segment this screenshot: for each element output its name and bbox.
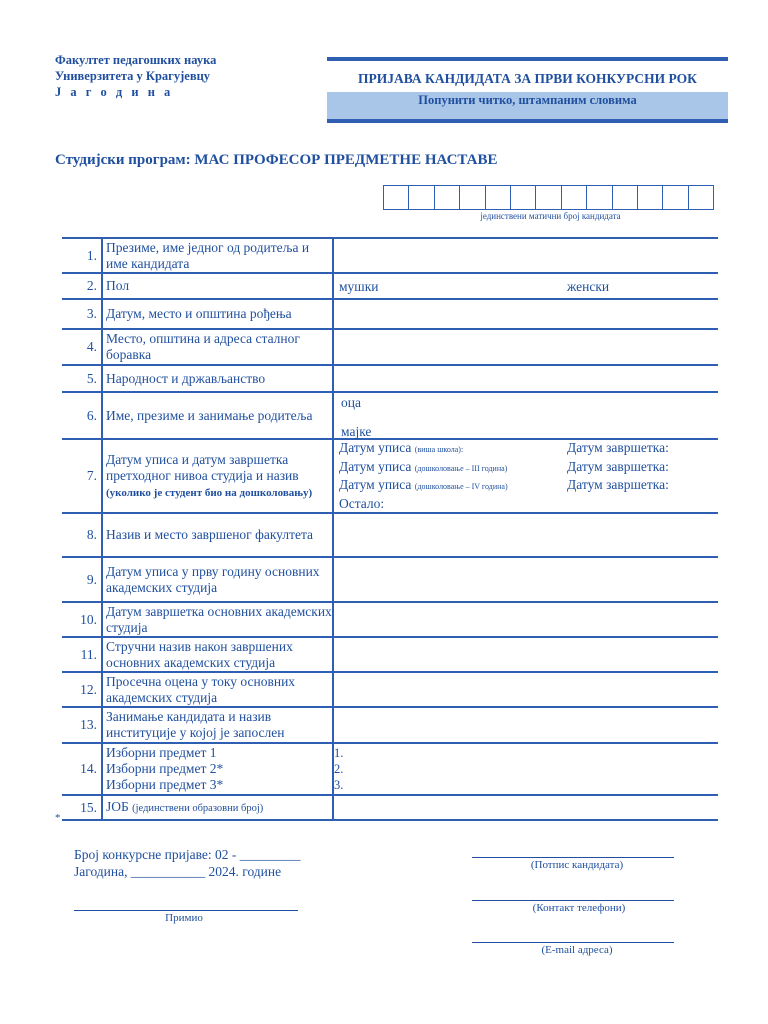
received-line xyxy=(74,910,298,911)
institution-city: Ј а г о д и н а xyxy=(55,85,174,99)
jmbg-digit-box[interactable] xyxy=(536,186,561,209)
form-header xyxy=(327,57,728,123)
header-bottom-rule xyxy=(327,119,728,123)
form-title: ПРИЈАВА КАНДИДАТА ЗА ПРВИ КОНКУРСНИ РОК xyxy=(358,71,697,86)
footer-left xyxy=(74,846,301,880)
enroll2-label: Датум уписа xyxy=(339,458,412,474)
row-label-name: Презиме, име једног од родитеља и име кандидата xyxy=(102,238,333,273)
enroll1-label: Датум уписа xyxy=(339,440,412,455)
elective-1-field[interactable]: 1. xyxy=(334,746,344,760)
form-row-9 xyxy=(62,557,718,602)
job-label: ЈОБ xyxy=(106,798,129,814)
form-row-12 xyxy=(62,672,718,707)
row-number: 15. xyxy=(62,795,102,820)
signature-line xyxy=(472,857,674,858)
row-number: 2. xyxy=(62,273,102,299)
previous-studies-label: Датум уписа и датум завршетка претходног нивоа студија и назив xyxy=(106,451,299,483)
institution-university: Универзитета у Крагујевцу xyxy=(55,69,211,83)
jmbg-digit-box[interactable] xyxy=(409,186,434,209)
enroll-row-2 xyxy=(339,459,718,478)
jmbg-digit-box[interactable] xyxy=(486,186,511,209)
phone-label: (Контакт телефони) xyxy=(532,902,626,914)
form-row-11 xyxy=(62,637,718,672)
row-label-nationality: Народност и држављанство xyxy=(102,365,333,392)
application-number: Број конкурсне пријаве: 02 - _________ xyxy=(74,847,301,862)
finish2-label: Датум завршетка: xyxy=(567,458,669,474)
parent-father-label: оца xyxy=(341,395,361,410)
finish3-label: Датум завршетка: xyxy=(567,477,669,492)
footnote-star: * xyxy=(55,812,61,824)
jmbg-digit-box[interactable] xyxy=(511,186,536,209)
enroll3-label: Датум уписа xyxy=(339,477,412,492)
row-number: 13. xyxy=(62,707,102,743)
signature-label: (Потпис кандидата) xyxy=(530,859,624,871)
field-title[interactable] xyxy=(333,637,718,672)
form-row-2 xyxy=(62,273,718,299)
elective-3-label: Изборни предмет 3* xyxy=(106,777,224,792)
field-gender xyxy=(333,273,718,299)
previous-studies-note: (уколико је студент био на дошколовању) xyxy=(106,486,313,499)
enroll2-note: (дошколовање – III година) xyxy=(414,463,508,473)
form-subtitle: Попунити читко, штампаним словима xyxy=(327,92,728,119)
jmbg-digit-box[interactable] xyxy=(689,186,714,209)
row-number: 5. xyxy=(62,365,102,392)
form-row-5 xyxy=(62,365,718,392)
study-program: Студијски програм: МАС ПРОФЕСОР ПРЕДМЕТНЕ НАСТАВЕ xyxy=(55,152,498,168)
elective-2-field[interactable]: 2. xyxy=(334,762,344,776)
form-row-10 xyxy=(62,602,718,637)
finish1-label: Датум завршетка: xyxy=(567,440,669,455)
jmbg-digit-box[interactable] xyxy=(613,186,638,209)
field-enroll-date[interactable] xyxy=(333,557,718,602)
jmbg-digit-box[interactable] xyxy=(435,186,460,209)
received-label: Примио xyxy=(165,912,203,924)
enroll-row-3 xyxy=(339,477,718,496)
form-row-14 xyxy=(62,743,718,795)
row-label-enroll-date: Датум уписа у прву годину основних академских студија xyxy=(102,557,333,602)
row-label-gender: Пол xyxy=(102,273,333,299)
field-average[interactable] xyxy=(333,672,718,707)
row-number: 7. xyxy=(62,439,102,513)
row-label-residence: Место, општина и адреса сталног боравка xyxy=(102,329,333,365)
elective-3-field[interactable]: 3. xyxy=(334,778,344,792)
field-nationality[interactable] xyxy=(333,365,718,392)
phone-line xyxy=(472,900,674,901)
row-label-birth: Датум, место и општина рођења xyxy=(102,299,333,329)
application-form-table xyxy=(62,237,718,821)
jmbg-digit-box[interactable] xyxy=(562,186,587,209)
form-row-3 xyxy=(62,299,718,329)
field-birth[interactable] xyxy=(333,299,718,329)
form-row-4 xyxy=(62,329,718,365)
email-label: (E-mail адреса) xyxy=(541,944,613,956)
row-number: 10. xyxy=(62,602,102,637)
institution-block xyxy=(55,52,216,100)
jmbg-digit-box[interactable] xyxy=(638,186,663,209)
place-date: Јагодина, ___________ 2024. године xyxy=(74,864,282,879)
row-label-job xyxy=(102,795,333,820)
field-residence[interactable] xyxy=(333,329,718,365)
enroll-row-1 xyxy=(339,440,718,459)
jmbg-digit-box[interactable] xyxy=(587,186,612,209)
gender-male-option[interactable]: мушки xyxy=(339,279,379,294)
jmbg-label: јединствени матични број кандидата xyxy=(480,211,621,221)
jmbg-digit-box[interactable] xyxy=(384,186,409,209)
form-row-7 xyxy=(62,439,718,513)
row-label-previous-studies xyxy=(102,439,333,513)
form-row-15 xyxy=(62,795,718,820)
other-label: Остало: xyxy=(339,495,385,511)
form-row-13 xyxy=(62,707,718,743)
row-label-graduation-date: Датум завршетка основних академских студија xyxy=(102,602,333,637)
row-number: 14. xyxy=(62,743,102,795)
form-row-1 xyxy=(62,238,718,273)
gender-female-option[interactable]: женски xyxy=(567,279,610,294)
row-label-parents: Име, презиме и занимање родитеља xyxy=(102,392,333,439)
row-number: 4. xyxy=(62,329,102,365)
field-faculty[interactable] xyxy=(333,513,718,557)
row-label-electives xyxy=(102,743,333,795)
email-line xyxy=(472,942,674,943)
row-number: 8. xyxy=(62,513,102,557)
row-number: 11. xyxy=(62,637,102,672)
row-number: 6. xyxy=(62,392,102,439)
job-note: (јединствени образовни број) xyxy=(132,802,264,814)
elective-1-label: Изборни предмет 1 xyxy=(106,745,217,760)
jmbg-digit-box[interactable] xyxy=(663,186,688,209)
row-number: 1. xyxy=(62,238,102,273)
form-row-8 xyxy=(62,513,718,557)
jmbg-input-boxes[interactable] xyxy=(383,185,714,210)
field-previous-studies xyxy=(333,439,718,513)
row-number: 9. xyxy=(62,557,102,602)
parent-mother-label: мајке xyxy=(341,424,372,439)
row-label-faculty: Назив и место завршеног факултета xyxy=(102,513,333,557)
row-label-title: Стручни назив након завршених основних академских студија xyxy=(102,637,333,672)
field-name[interactable] xyxy=(333,238,718,273)
institution-faculty: Факултет педагошких наука xyxy=(55,53,217,67)
row-number: 3. xyxy=(62,299,102,329)
form-row-6 xyxy=(62,392,718,439)
enroll3-note: (дошколовање – IV година) xyxy=(414,482,508,491)
row-label-average: Просечна оцена у току основних академских студија xyxy=(102,672,333,707)
row-label-occupation: Занимање кандидата и назив институције у којој је запослен xyxy=(102,707,333,743)
field-job[interactable] xyxy=(333,795,718,820)
field-electives xyxy=(333,743,718,795)
field-graduation-date[interactable] xyxy=(333,602,718,637)
field-parents xyxy=(333,392,718,439)
jmbg-digit-box[interactable] xyxy=(460,186,485,209)
enroll1-note: (виша школа): xyxy=(414,445,464,454)
elective-2-label: Изборни предмет 2* xyxy=(106,761,224,776)
field-occupation[interactable] xyxy=(333,707,718,743)
row-number: 12. xyxy=(62,672,102,707)
